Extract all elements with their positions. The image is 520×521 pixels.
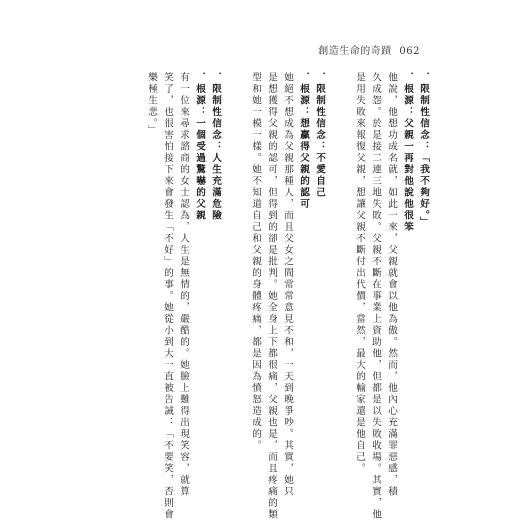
text-column: 是想獲得父親的認可，但得到的卻是批判。她全身上下都很痛，父親也是，而且疼痛的類 — [266, 72, 277, 521]
text-column: 樂極生悲。」 — [146, 72, 157, 137]
text-column: 是用失敗來報復父親，想讓父親不斷付出代價，當然，最大的輸家還是他自己。 — [354, 72, 365, 475]
text-column: 型和她一模一樣。她不知道自己和父親的身體疼痛，都是因為憤怒造成的。 — [250, 72, 261, 452]
text-column: 他說，他想功成名就，如此一來，父親就會以他為傲。然而，他內心充滿罪惡感，積 — [386, 72, 397, 498]
page-number: 062 — [399, 46, 420, 57]
text-column: ．限制性信念：人生充滿危險 — [210, 72, 221, 222]
text-column: ．限制性信念：不愛自己 — [314, 72, 325, 199]
running-header — [318, 42, 420, 57]
text-column: ．限制性信念：「我不夠好。」 — [418, 72, 429, 229]
text-column: 有一位來尋求諮商的女士認為，人生是無情的，嚴酷的。她臉上難得出現笑容，就算 — [178, 72, 189, 498]
text-column: ．根源：一個受過驚嚇的父親 — [194, 72, 205, 222]
text-column: ．根源：想贏得父親的認可 — [298, 72, 309, 210]
text-column: ．根源：父親一再對他說他很笨 — [402, 72, 413, 233]
text-column: 她絕不想成為父親那種人，而且父女之間常常意見不和，一天到晚爭吵。其實，她只 — [282, 72, 293, 498]
text-column: 久成怨。於是接二連三地失敗。父親不斷在事業上資助他，但都是以失敗收場。其實，他 — [370, 72, 381, 521]
text-column: 笑了，也很害怕接下來會發生「不好」的事。她從小到大一直被告誡：「不要笑，否則會 — [162, 72, 173, 521]
book-title: 創造生命的奇蹟 — [318, 46, 392, 57]
